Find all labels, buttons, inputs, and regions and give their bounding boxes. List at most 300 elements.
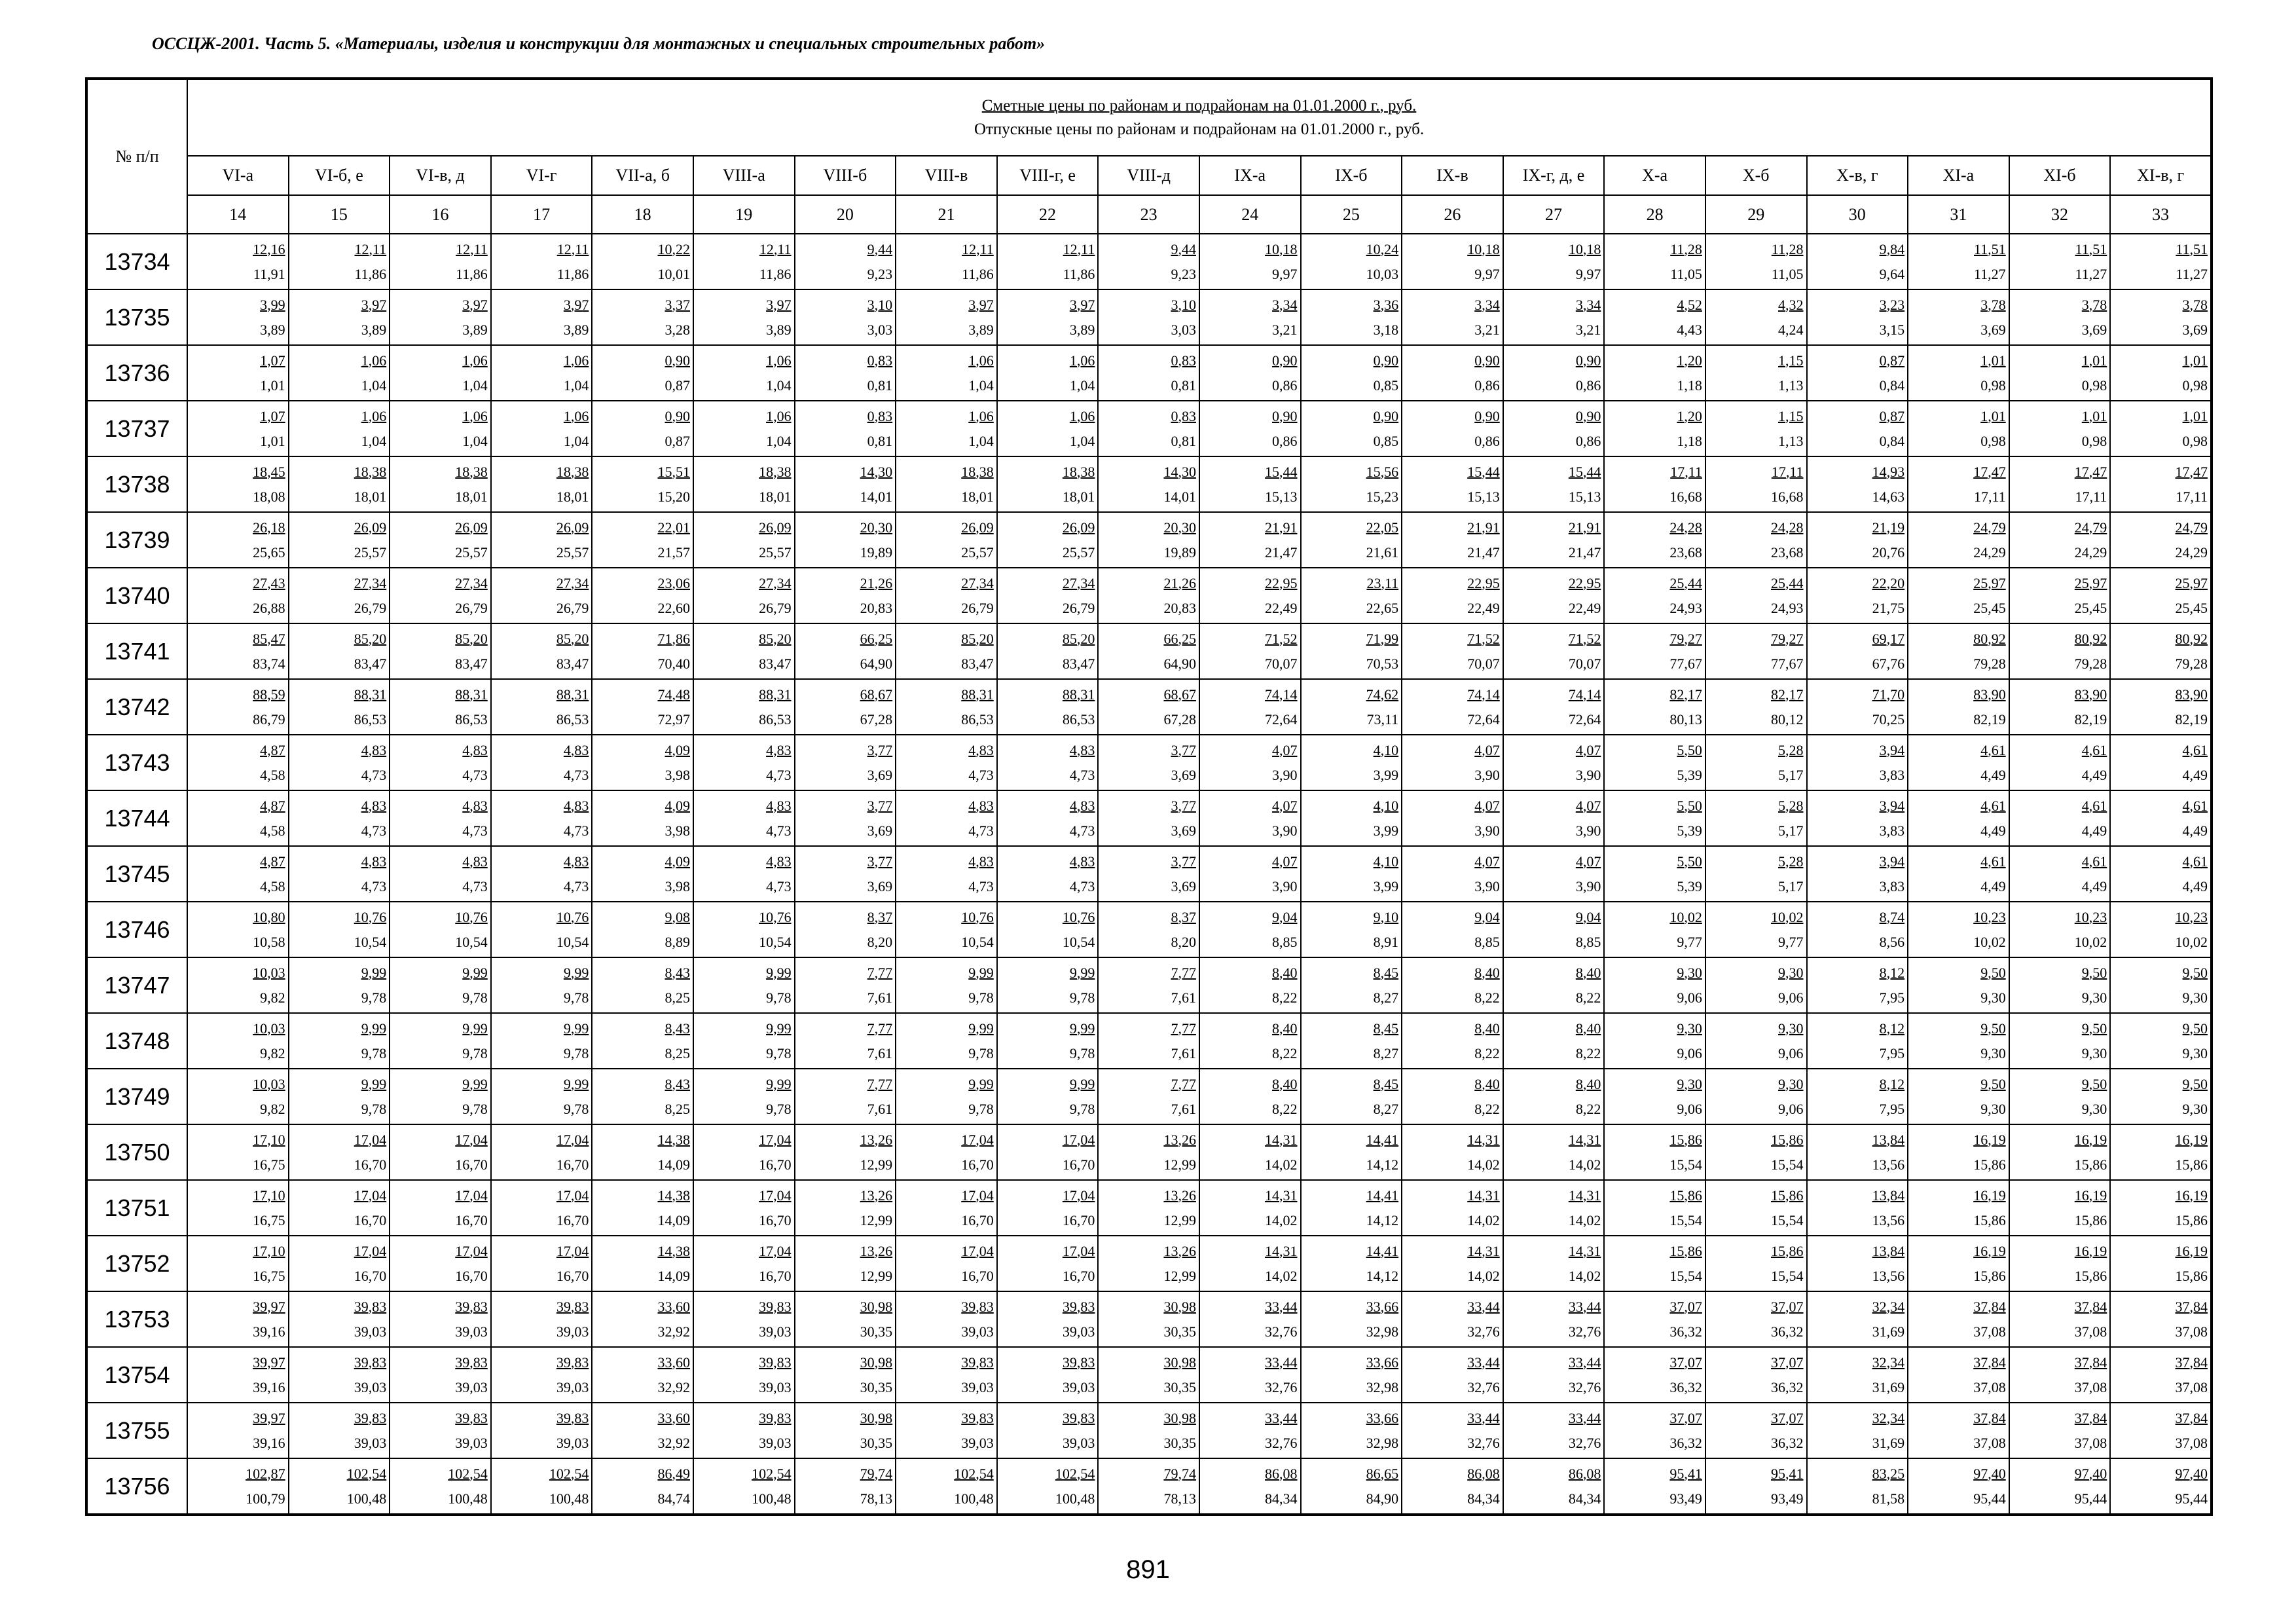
price-cell <box>390 846 491 902</box>
estimate-price: 24,79 <box>2175 519 2208 536</box>
price-cell <box>1503 1069 1605 1124</box>
estimate-price: 4,52 <box>1677 296 1702 313</box>
release-price: 32,92 <box>657 1378 690 1395</box>
price-cell <box>1098 456 1199 512</box>
price-cell <box>693 401 795 456</box>
page-number: 891 <box>1126 1555 1170 1584</box>
release-price: 9,06 <box>1677 989 1702 1006</box>
price-cell <box>1807 1291 1908 1347</box>
estimate-price: 9,30 <box>1778 1020 1804 1037</box>
price-cell <box>187 1124 289 1180</box>
price-cell <box>1604 623 1705 679</box>
price-cell <box>1604 345 1705 401</box>
release-price: 86,53 <box>759 710 792 728</box>
release-price: 72,97 <box>657 710 690 728</box>
price-cell <box>2009 623 2111 679</box>
item-code: 13741 <box>86 623 187 679</box>
price-cell <box>2110 512 2212 568</box>
estimate-price: 25,97 <box>1973 574 2006 591</box>
estimate-price: 4,61 <box>2182 797 2208 814</box>
estimate-price: 33,66 <box>1366 1409 1399 1426</box>
estimate-price: 17,04 <box>354 1131 387 1148</box>
price-cell <box>1301 456 1402 512</box>
estimate-price: 18,38 <box>455 463 488 480</box>
release-price: 9,77 <box>1778 933 1804 950</box>
release-price: 10,03 <box>1366 265 1399 282</box>
estimate-price: 25,44 <box>1771 574 1804 591</box>
release-price: 4,73 <box>361 822 387 839</box>
price-cell <box>693 345 795 401</box>
price-cell <box>693 512 795 568</box>
region-header-row <box>86 156 2212 195</box>
release-price: 72,64 <box>1265 710 1298 728</box>
price-cell <box>795 957 896 1013</box>
estimate-price: 4,07 <box>1575 853 1601 870</box>
price-cell <box>693 1236 795 1291</box>
estimate-price: 9,50 <box>2081 1020 2107 1037</box>
item-code: 13748 <box>86 1013 187 1069</box>
region-header: VIII-в <box>896 156 997 195</box>
price-cell <box>795 512 896 568</box>
estimate-price: 33,44 <box>1568 1409 1601 1426</box>
release-price: 39,03 <box>1062 1323 1095 1340</box>
estimate-price: 68,67 <box>860 686 893 703</box>
estimate-price: 4,83 <box>361 741 387 758</box>
price-cell <box>289 345 390 401</box>
estimate-price: 32,34 <box>1872 1298 1905 1315</box>
estimate-price: 5,50 <box>1677 853 1702 870</box>
release-price: 16,70 <box>556 1156 589 1173</box>
price-cell <box>1301 846 1402 902</box>
release-price: 14,02 <box>1265 1211 1298 1228</box>
release-price: 14,02 <box>1568 1156 1601 1173</box>
estimate-price: 4,83 <box>766 741 792 758</box>
release-price: 93,49 <box>1669 1490 1702 1507</box>
estimate-price: 3,34 <box>1272 296 1298 313</box>
price-cell <box>2009 345 2111 401</box>
estimate-price: 17,11 <box>1670 463 1702 480</box>
price-cell <box>1199 1013 1301 1069</box>
release-price: 3,69 <box>1171 766 1196 783</box>
price-cell <box>491 289 592 345</box>
release-price: 0,86 <box>1474 377 1500 394</box>
estimate-price: 3,94 <box>1879 797 1905 814</box>
release-price: 16,70 <box>759 1211 792 1228</box>
estimate-price: 14,31 <box>1265 1187 1298 1204</box>
estimate-price: 25,97 <box>2175 574 2208 591</box>
estimate-price: 88,31 <box>556 686 589 703</box>
estimate-price: 1,06 <box>361 407 387 424</box>
release-price: 79,28 <box>2175 655 2208 672</box>
release-price: 9,23 <box>867 265 893 282</box>
release-price: 3,21 <box>1575 321 1601 338</box>
estimate-price: 26,09 <box>556 519 589 536</box>
estimate-price: 9,50 <box>2182 1020 2208 1037</box>
release-price: 3,03 <box>867 321 893 338</box>
estimate-price: 14,38 <box>657 1242 690 1259</box>
price-cell <box>491 345 592 401</box>
table-row <box>86 568 2212 623</box>
estimate-price: 4,83 <box>968 853 994 870</box>
estimate-price: 7,77 <box>867 1075 893 1092</box>
estimate-price: 13,26 <box>1163 1187 1196 1204</box>
estimate-price: 1,06 <box>1069 407 1095 424</box>
price-cell <box>997 456 1099 512</box>
release-price: 7,95 <box>1879 1044 1905 1061</box>
price-cell <box>1503 1236 1605 1291</box>
estimate-price: 86,08 <box>1568 1465 1601 1482</box>
release-price: 25,65 <box>253 544 285 561</box>
item-code: 13734 <box>86 234 187 289</box>
price-cell <box>1402 1403 1503 1458</box>
estimate-price: 9,99 <box>563 1020 589 1037</box>
release-price: 36,32 <box>1771 1378 1804 1395</box>
region-header: X-б <box>1705 156 1807 195</box>
estimate-price: 33,44 <box>1568 1354 1601 1371</box>
release-price: 100,48 <box>752 1490 792 1507</box>
estimate-price: 39,83 <box>1062 1354 1095 1371</box>
price-cell <box>693 1403 795 1458</box>
release-price: 9,06 <box>1677 1100 1702 1117</box>
estimate-price: 16,19 <box>2074 1187 2107 1204</box>
price-cell <box>1908 957 2009 1013</box>
price-cell <box>390 234 491 289</box>
price-cell <box>1098 345 1199 401</box>
release-price: 9,06 <box>1778 1100 1804 1117</box>
price-cell <box>592 1458 693 1515</box>
release-price: 32,98 <box>1366 1434 1399 1451</box>
estimate-price: 8,12 <box>1879 1075 1905 1092</box>
price-cell <box>1604 735 1705 790</box>
release-price: 10,58 <box>253 933 285 950</box>
estimate-price: 102,54 <box>954 1465 994 1482</box>
price-cell <box>1807 679 1908 735</box>
estimate-price: 14,41 <box>1366 1131 1399 1148</box>
price-cell <box>1604 679 1705 735</box>
table-row <box>86 902 2212 957</box>
price-cell <box>390 456 491 512</box>
price-cell <box>2009 568 2111 623</box>
estimate-price: 9,44 <box>1171 240 1196 257</box>
release-price: 1,04 <box>1069 377 1095 394</box>
estimate-price: 3,97 <box>766 296 792 313</box>
release-price: 79,28 <box>1973 655 2006 672</box>
estimate-price: 85,20 <box>1062 630 1095 647</box>
price-cell <box>1503 345 1605 401</box>
price-cell <box>1301 679 1402 735</box>
release-price: 3,69 <box>2182 321 2208 338</box>
release-price: 30,35 <box>1163 1323 1196 1340</box>
release-price: 3,89 <box>563 321 589 338</box>
estimate-price: 24,79 <box>1973 519 2006 536</box>
column-number: 27 <box>1503 195 1605 234</box>
estimate-price: 13,26 <box>1163 1131 1196 1148</box>
item-code: 13738 <box>86 456 187 512</box>
price-cell <box>289 1124 390 1180</box>
estimate-price: 8,40 <box>1272 964 1298 981</box>
release-price: 83,47 <box>354 655 387 672</box>
release-price: 3,90 <box>1272 877 1298 895</box>
release-price: 16,70 <box>961 1267 994 1284</box>
estimate-price: 32,34 <box>1872 1354 1905 1371</box>
estimate-price: 9,99 <box>968 1075 994 1092</box>
release-price: 21,75 <box>1872 599 1905 616</box>
release-price: 15,54 <box>1669 1211 1702 1228</box>
price-cell <box>1807 1403 1908 1458</box>
price-cell <box>390 512 491 568</box>
estimate-price: 79,74 <box>1163 1465 1196 1482</box>
release-price: 30,35 <box>860 1378 893 1395</box>
price-cell <box>1402 401 1503 456</box>
estimate-price: 4,61 <box>2081 741 2107 758</box>
price-cell <box>2110 345 2212 401</box>
price-cell <box>592 1069 693 1124</box>
estimate-price: 9,99 <box>462 964 488 981</box>
price-cell <box>1301 957 1402 1013</box>
estimate-price: 9,99 <box>968 1020 994 1037</box>
estimate-price: 9,44 <box>867 240 893 257</box>
price-cell <box>592 623 693 679</box>
price-cell <box>1199 289 1301 345</box>
estimate-price: 17,11 <box>1771 463 1804 480</box>
price-cell <box>2110 456 2212 512</box>
release-price: 8,22 <box>1272 1100 1298 1117</box>
estimate-price: 17,04 <box>556 1187 589 1204</box>
price-cell <box>1908 401 2009 456</box>
estimate-price: 85,20 <box>556 630 589 647</box>
release-price: 15,86 <box>1973 1211 2006 1228</box>
estimate-price: 37,84 <box>1973 1409 2006 1426</box>
price-cell <box>1705 1013 1807 1069</box>
estimate-price: 4,83 <box>462 853 488 870</box>
region-header: VIII-г, е <box>997 156 1099 195</box>
release-price: 10,02 <box>2175 933 2208 950</box>
price-cell <box>1503 846 1605 902</box>
price-cell <box>2110 957 2212 1013</box>
price-cell <box>1301 401 1402 456</box>
release-price: 24,29 <box>1973 544 2006 561</box>
estimate-price: 85,47 <box>253 630 285 647</box>
table-row <box>86 1180 2212 1236</box>
price-cell <box>693 790 795 846</box>
estimate-price: 9,04 <box>1474 908 1500 925</box>
estimate-price: 3,23 <box>1879 296 1905 313</box>
estimate-price: 7,77 <box>1171 1020 1196 1037</box>
release-price: 9,30 <box>2182 989 2208 1006</box>
price-cell <box>1301 512 1402 568</box>
price-cell <box>1604 289 1705 345</box>
price-cell <box>187 790 289 846</box>
estimate-price: 17,47 <box>2175 463 2208 480</box>
region-header: X-в, г <box>1807 156 1908 195</box>
price-caption <box>187 79 2212 156</box>
price-cell <box>390 1124 491 1180</box>
release-price: 32,76 <box>1467 1323 1500 1340</box>
estimate-price: 4,87 <box>260 853 285 870</box>
release-price: 13,56 <box>1872 1211 1905 1228</box>
price-cell <box>1503 234 1605 289</box>
release-price: 16,68 <box>1669 488 1702 505</box>
release-price: 4,73 <box>361 877 387 895</box>
price-cell <box>289 846 390 902</box>
price-cell <box>1098 512 1199 568</box>
release-price: 4,49 <box>2081 877 2107 895</box>
estimate-price: 33,44 <box>1467 1354 1500 1371</box>
release-price: 9,78 <box>1069 1044 1095 1061</box>
price-cell <box>187 957 289 1013</box>
estimate-price: 1,20 <box>1677 352 1702 369</box>
release-price: 84,90 <box>1366 1490 1399 1507</box>
release-price: 10,54 <box>759 933 792 950</box>
release-price: 4,49 <box>1980 877 2006 895</box>
price-cell <box>491 1236 592 1291</box>
release-price: 8,22 <box>1272 989 1298 1006</box>
price-cell <box>795 1069 896 1124</box>
price-cell <box>1098 1347 1199 1403</box>
price-cell <box>1301 1236 1402 1291</box>
price-cell <box>997 1458 1099 1515</box>
estimate-price: 9,50 <box>2182 1075 2208 1092</box>
price-cell <box>1098 1236 1199 1291</box>
estimate-price: 97,40 <box>2175 1465 2208 1482</box>
estimate-price: 39,97 <box>253 1354 285 1371</box>
estimate-price: 14,31 <box>1467 1242 1500 1259</box>
release-price: 0,98 <box>1980 377 2006 394</box>
price-cell <box>1301 623 1402 679</box>
estimate-price: 82,17 <box>1669 686 1702 703</box>
estimate-price: 27,34 <box>759 574 792 591</box>
estimate-price: 9,99 <box>361 964 387 981</box>
price-cell <box>289 1180 390 1236</box>
release-price: 4,49 <box>1980 822 2006 839</box>
price-cell <box>187 401 289 456</box>
release-price: 15,86 <box>2074 1267 2107 1284</box>
estimate-price: 33,44 <box>1265 1298 1298 1315</box>
price-cell <box>1807 1347 1908 1403</box>
table-row <box>86 1347 2212 1403</box>
release-price: 3,69 <box>867 822 893 839</box>
price-cell <box>693 957 795 1013</box>
table-row <box>86 735 2212 790</box>
estimate-price: 17,04 <box>961 1131 994 1148</box>
release-price: 84,34 <box>1265 1490 1298 1507</box>
estimate-price: 83,90 <box>2175 686 2208 703</box>
estimate-price: 13,26 <box>860 1242 893 1259</box>
price-cell <box>289 1458 390 1515</box>
price-cell <box>289 679 390 735</box>
estimate-price: 15,86 <box>1771 1187 1804 1204</box>
release-price: 16,75 <box>253 1267 285 1284</box>
estimate-price: 4,10 <box>1373 741 1399 758</box>
price-cell <box>491 568 592 623</box>
price-cell <box>1199 1180 1301 1236</box>
estimate-price: 4,09 <box>665 853 690 870</box>
region-header: VIII-б <box>795 156 896 195</box>
price-cell <box>1705 512 1807 568</box>
estimate-price: 4,83 <box>361 853 387 870</box>
price-cell <box>2110 1236 2212 1291</box>
price-cell <box>795 456 896 512</box>
estimate-price: 1,06 <box>462 352 488 369</box>
release-price: 3,21 <box>1272 321 1298 338</box>
estimate-price: 0,90 <box>1373 352 1399 369</box>
release-price: 84,34 <box>1568 1490 1601 1507</box>
column-number: 21 <box>896 195 997 234</box>
release-price: 4,73 <box>968 822 994 839</box>
price-cell <box>592 345 693 401</box>
estimate-price: 14,30 <box>860 463 893 480</box>
estimate-price: 3,97 <box>563 296 589 313</box>
region-header: XI-б <box>2009 156 2111 195</box>
item-code: 13756 <box>86 1458 187 1515</box>
column-number: 24 <box>1199 195 1301 234</box>
price-cell <box>592 456 693 512</box>
price-cell <box>1807 1124 1908 1180</box>
release-price: 5,39 <box>1677 877 1702 895</box>
region-header: XI-а <box>1908 156 2009 195</box>
release-price: 15,54 <box>1771 1211 1804 1228</box>
price-cell <box>896 289 997 345</box>
estimate-price: 4,83 <box>563 853 589 870</box>
release-price: 70,40 <box>657 655 690 672</box>
estimate-price: 71,70 <box>1872 686 1905 703</box>
estimate-price: 17,04 <box>1062 1187 1095 1204</box>
estimate-price: 15,44 <box>1467 463 1500 480</box>
release-price: 4,73 <box>1069 822 1095 839</box>
release-price: 8,27 <box>1373 1100 1399 1117</box>
estimate-price: 5,28 <box>1778 853 1804 870</box>
release-price: 9,78 <box>563 1044 589 1061</box>
release-price: 12,99 <box>1163 1267 1196 1284</box>
price-cell <box>1402 1069 1503 1124</box>
estimate-price: 39,83 <box>759 1409 792 1426</box>
release-price: 8,89 <box>665 933 690 950</box>
price-cell <box>1705 790 1807 846</box>
estimate-price: 10,02 <box>1669 908 1702 925</box>
estimate-price: 37,07 <box>1669 1298 1702 1315</box>
release-price: 14,02 <box>1467 1156 1500 1173</box>
estimate-price: 97,40 <box>2074 1465 2107 1482</box>
estimate-price: 17,04 <box>455 1131 488 1148</box>
release-price: 9,77 <box>1677 933 1702 950</box>
estimate-price: 88,31 <box>961 686 994 703</box>
price-cell <box>2009 902 2111 957</box>
estimate-price: 13,26 <box>860 1131 893 1148</box>
price-cell <box>997 1069 1099 1124</box>
estimate-price: 5,28 <box>1778 741 1804 758</box>
column-number: 19 <box>693 195 795 234</box>
release-price: 12,99 <box>860 1267 893 1284</box>
price-cell <box>1908 1291 2009 1347</box>
release-price: 3,89 <box>968 321 994 338</box>
estimate-price: 71,52 <box>1467 630 1500 647</box>
release-price: 23,68 <box>1669 544 1702 561</box>
region-header: VI-а <box>187 156 289 195</box>
release-price: 22,60 <box>657 599 690 616</box>
release-price: 39,03 <box>556 1434 589 1451</box>
price-cell <box>1402 1291 1503 1347</box>
price-cell <box>693 679 795 735</box>
release-price: 5,17 <box>1778 877 1804 895</box>
estimate-price: 66,25 <box>1163 630 1196 647</box>
estimate-price: 30,98 <box>860 1298 893 1315</box>
estimate-price: 3,94 <box>1879 741 1905 758</box>
estimate-price: 10,76 <box>556 908 589 925</box>
header-caption-row <box>86 79 2212 156</box>
release-price: 8,25 <box>665 989 690 1006</box>
price-cell <box>1604 1347 1705 1403</box>
estimate-price: 102,54 <box>752 1465 792 1482</box>
